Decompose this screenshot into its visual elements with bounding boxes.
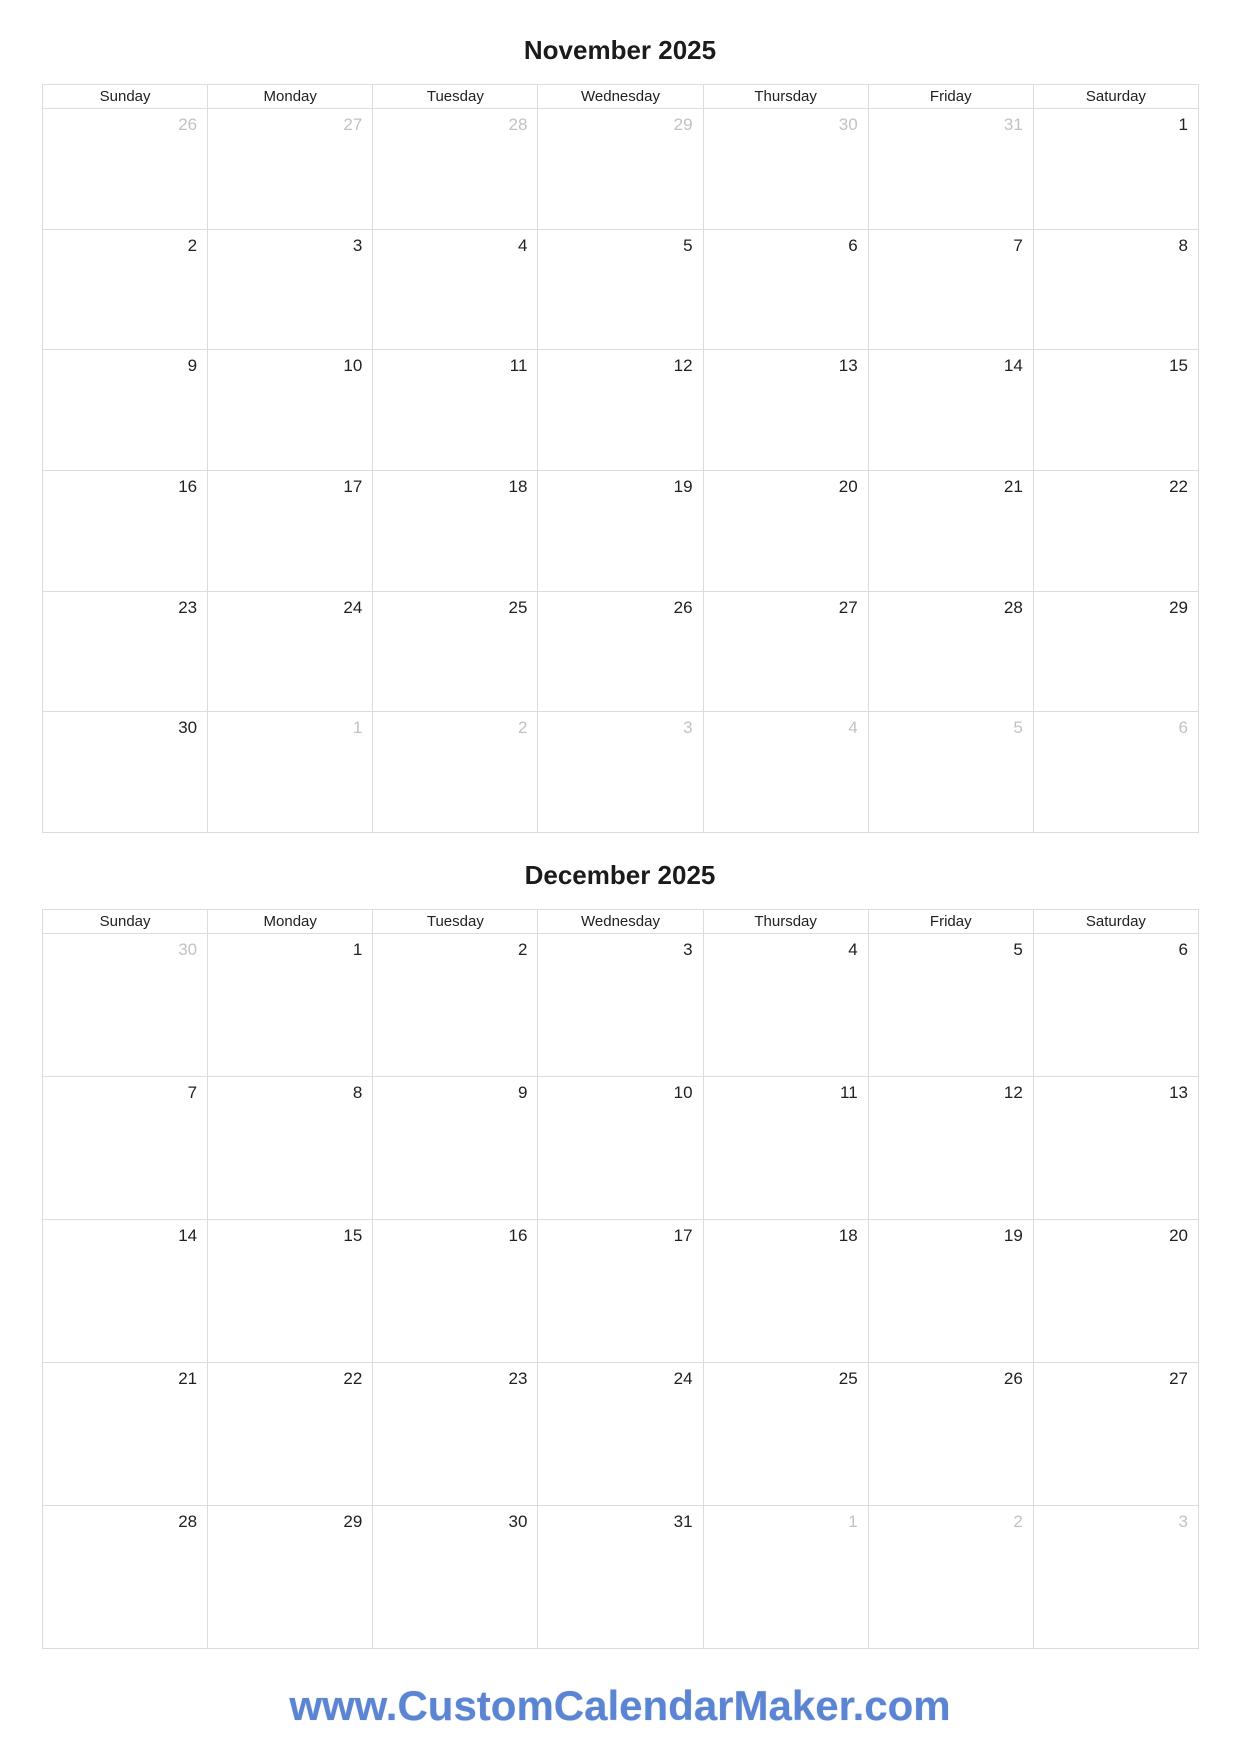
- day-number: 26: [673, 597, 693, 617]
- day-cell: [868, 591, 1033, 712]
- day-number: 15: [343, 1226, 363, 1246]
- day-cell: [208, 350, 373, 471]
- day-number: 10: [343, 356, 363, 376]
- day-number: 26: [1003, 1369, 1023, 1389]
- day-cell: [538, 1506, 703, 1649]
- day-number: 30: [178, 718, 198, 738]
- day-number: 18: [508, 477, 528, 497]
- day-cell: [868, 471, 1033, 592]
- day-cell: [703, 109, 868, 230]
- day-cell: [373, 1220, 538, 1363]
- day-number: 12: [673, 356, 693, 376]
- day-number: 27: [343, 115, 363, 134]
- day-number: 9: [517, 1083, 528, 1103]
- day-number: 1: [352, 940, 363, 960]
- day-number: 3: [1178, 1512, 1188, 1532]
- month-grid: [42, 84, 1199, 833]
- day-number: 20: [1169, 1226, 1188, 1246]
- day-cell: [43, 471, 208, 592]
- day-cell: [538, 591, 703, 712]
- day-cell: [868, 350, 1033, 471]
- day-cell: [43, 1077, 208, 1220]
- day-number: 2: [187, 235, 198, 255]
- day-number: 30: [178, 940, 198, 960]
- day-number: 19: [673, 477, 693, 497]
- day-cell: [538, 109, 703, 230]
- day-number: 16: [508, 1226, 528, 1246]
- day-number: 29: [673, 115, 693, 134]
- day-cell: [43, 350, 208, 471]
- weekday-header: Monday: [208, 85, 373, 109]
- day-cell: [373, 109, 538, 230]
- day-cell: [538, 350, 703, 471]
- day-cell: [538, 229, 703, 350]
- day-cell: [703, 712, 868, 833]
- day-number: 7: [1013, 235, 1023, 255]
- day-cell: [538, 1220, 703, 1363]
- weekday-header: Wednesday: [538, 910, 703, 934]
- day-number: 24: [343, 597, 363, 617]
- day-number: 5: [683, 235, 693, 255]
- day-cell: [1033, 1220, 1198, 1363]
- day-number: 16: [178, 477, 198, 497]
- day-cell: [208, 1077, 373, 1220]
- day-number: 29: [1169, 597, 1188, 617]
- day-cell: [373, 471, 538, 592]
- day-cell: [703, 591, 868, 712]
- day-cell: [703, 1220, 868, 1363]
- day-number: 2: [1013, 1512, 1023, 1532]
- day-cell: [1033, 229, 1198, 350]
- day-number: 6: [1178, 940, 1188, 960]
- day-number: 12: [1003, 1083, 1023, 1103]
- week-row: [43, 591, 1199, 712]
- day-cell: [1033, 471, 1198, 592]
- day-number: 3: [352, 235, 363, 255]
- day-cell: [868, 934, 1033, 1077]
- week-row: [43, 109, 1199, 230]
- day-cell: [373, 1077, 538, 1220]
- day-cell: [1033, 1077, 1198, 1220]
- weekday-header: Monday: [208, 910, 373, 934]
- day-cell: [538, 471, 703, 592]
- day-cell: [373, 1506, 538, 1649]
- week-row: [43, 1220, 1199, 1363]
- day-number: 5: [1013, 940, 1023, 960]
- day-cell: [538, 934, 703, 1077]
- day-number: 4: [517, 235, 528, 255]
- weekday-header: Tuesday: [373, 910, 538, 934]
- day-cell: [1033, 591, 1198, 712]
- weekday-header: Wednesday: [538, 85, 703, 109]
- day-number: 17: [343, 477, 363, 497]
- day-cell: [208, 1220, 373, 1363]
- day-cell: [373, 934, 538, 1077]
- day-number: 24: [673, 1369, 693, 1389]
- day-cell: [208, 1506, 373, 1649]
- month-grid: [42, 909, 1199, 1649]
- day-cell: [703, 1363, 868, 1506]
- day-cell: [208, 712, 373, 833]
- day-number: 31: [1003, 115, 1023, 134]
- day-cell: [1033, 934, 1198, 1077]
- day-cell: [703, 1077, 868, 1220]
- day-number: 27: [1169, 1369, 1188, 1389]
- weekday-header: Friday: [868, 910, 1033, 934]
- day-number: 30: [838, 115, 858, 134]
- day-cell: [43, 591, 208, 712]
- day-cell: [1033, 1506, 1198, 1649]
- weekday-header-row: [43, 85, 1199, 109]
- day-cell: [43, 109, 208, 230]
- day-cell: [1033, 712, 1198, 833]
- day-number: 15: [1169, 356, 1188, 376]
- day-number: 13: [1169, 1083, 1188, 1103]
- week-row: [43, 350, 1199, 471]
- day-cell: [208, 591, 373, 712]
- day-number: 1: [1178, 115, 1188, 134]
- day-number: 23: [178, 597, 198, 617]
- day-number: 3: [683, 940, 693, 960]
- weekday-header: Sunday: [43, 85, 208, 109]
- weekday-header: Friday: [868, 85, 1033, 109]
- month-title: December 2025: [524, 860, 716, 891]
- day-number: 18: [838, 1226, 858, 1246]
- day-number: 3: [683, 718, 693, 738]
- day-cell: [868, 1506, 1033, 1649]
- day-number: 20: [838, 477, 858, 497]
- week-row: [43, 712, 1199, 833]
- day-number: 2: [517, 940, 528, 960]
- day-number: 17: [673, 1226, 693, 1246]
- week-row: [43, 229, 1199, 350]
- day-cell: [703, 350, 868, 471]
- day-cell: [43, 712, 208, 833]
- day-cell: [868, 1363, 1033, 1506]
- day-cell: [1033, 350, 1198, 471]
- day-cell: [373, 712, 538, 833]
- day-cell: [538, 712, 703, 833]
- day-number: 9: [187, 356, 198, 376]
- day-cell: [703, 1506, 868, 1649]
- day-cell: [538, 1363, 703, 1506]
- day-number: 10: [673, 1083, 693, 1103]
- day-number: 4: [848, 940, 858, 960]
- day-cell: [868, 712, 1033, 833]
- day-number: 11: [509, 356, 528, 376]
- watermark-link[interactable]: www.CustomCalendarMaker.com: [289, 1682, 951, 1730]
- day-number: 13: [838, 356, 858, 376]
- day-cell: [373, 1363, 538, 1506]
- day-cell: [1033, 109, 1198, 230]
- day-cell: [703, 471, 868, 592]
- day-cell: [703, 229, 868, 350]
- day-cell: [868, 109, 1033, 230]
- day-cell: [868, 1220, 1033, 1363]
- day-number: 14: [1003, 356, 1023, 376]
- day-number: 21: [178, 1369, 198, 1389]
- day-number: 31: [673, 1512, 693, 1532]
- day-cell: [208, 1363, 373, 1506]
- day-cell: [43, 1363, 208, 1506]
- weekday-header: Tuesday: [373, 85, 538, 109]
- day-number: 7: [187, 1083, 198, 1103]
- day-number: 1: [352, 718, 363, 738]
- day-cell: [208, 229, 373, 350]
- day-number: 11: [840, 1083, 858, 1103]
- day-number: 6: [1178, 718, 1188, 738]
- day-cell: [43, 1506, 208, 1649]
- day-number: 6: [848, 235, 858, 255]
- day-cell: [868, 229, 1033, 350]
- day-number: 5: [1013, 718, 1023, 738]
- weekday-header: Saturday: [1033, 910, 1198, 934]
- day-cell: [208, 109, 373, 230]
- day-number: 22: [343, 1369, 363, 1389]
- day-cell: [703, 934, 868, 1077]
- day-number: 8: [1178, 235, 1188, 255]
- day-number: 2: [517, 718, 528, 738]
- day-number: 28: [178, 1512, 198, 1532]
- day-cell: [373, 591, 538, 712]
- day-number: 25: [508, 597, 528, 617]
- weekday-header: Sunday: [43, 910, 208, 934]
- month-title: November 2025: [523, 35, 717, 65]
- day-cell: [43, 934, 208, 1077]
- day-cell: [868, 1077, 1033, 1220]
- weekday-header-row: [43, 910, 1199, 934]
- day-number: 23: [508, 1369, 528, 1389]
- month-december-2025: [42, 861, 1198, 1649]
- day-cell: [373, 229, 538, 350]
- day-number: 14: [178, 1226, 198, 1246]
- day-number: 29: [343, 1512, 363, 1532]
- week-row: [43, 1363, 1199, 1506]
- day-number: 28: [1003, 597, 1023, 617]
- day-cell: [43, 1220, 208, 1363]
- week-row: [43, 1506, 1199, 1649]
- day-number: 27: [838, 597, 858, 617]
- weekday-header: Thursday: [703, 910, 868, 934]
- day-cell: [538, 1077, 703, 1220]
- day-cell: [208, 934, 373, 1077]
- day-number: 4: [848, 718, 858, 738]
- month-november-2025: [42, 36, 1198, 833]
- day-number: 26: [178, 115, 198, 134]
- day-cell: [43, 229, 208, 350]
- day-number: 19: [1003, 1226, 1023, 1246]
- day-number: 28: [508, 115, 528, 134]
- weekday-header: Saturday: [1033, 85, 1198, 109]
- week-row: [43, 1077, 1199, 1220]
- day-cell: [1033, 1363, 1198, 1506]
- weekday-header: Thursday: [703, 85, 868, 109]
- day-number: 30: [508, 1512, 528, 1532]
- day-number: 1: [848, 1512, 858, 1532]
- day-number: 8: [352, 1083, 363, 1103]
- week-row: [43, 471, 1199, 592]
- day-number: 22: [1169, 477, 1188, 497]
- day-cell: [373, 350, 538, 471]
- day-number: 21: [1003, 477, 1023, 497]
- week-row: [43, 934, 1199, 1077]
- months-container: [42, 36, 1198, 1649]
- day-cell: [208, 471, 373, 592]
- day-number: 25: [838, 1369, 858, 1389]
